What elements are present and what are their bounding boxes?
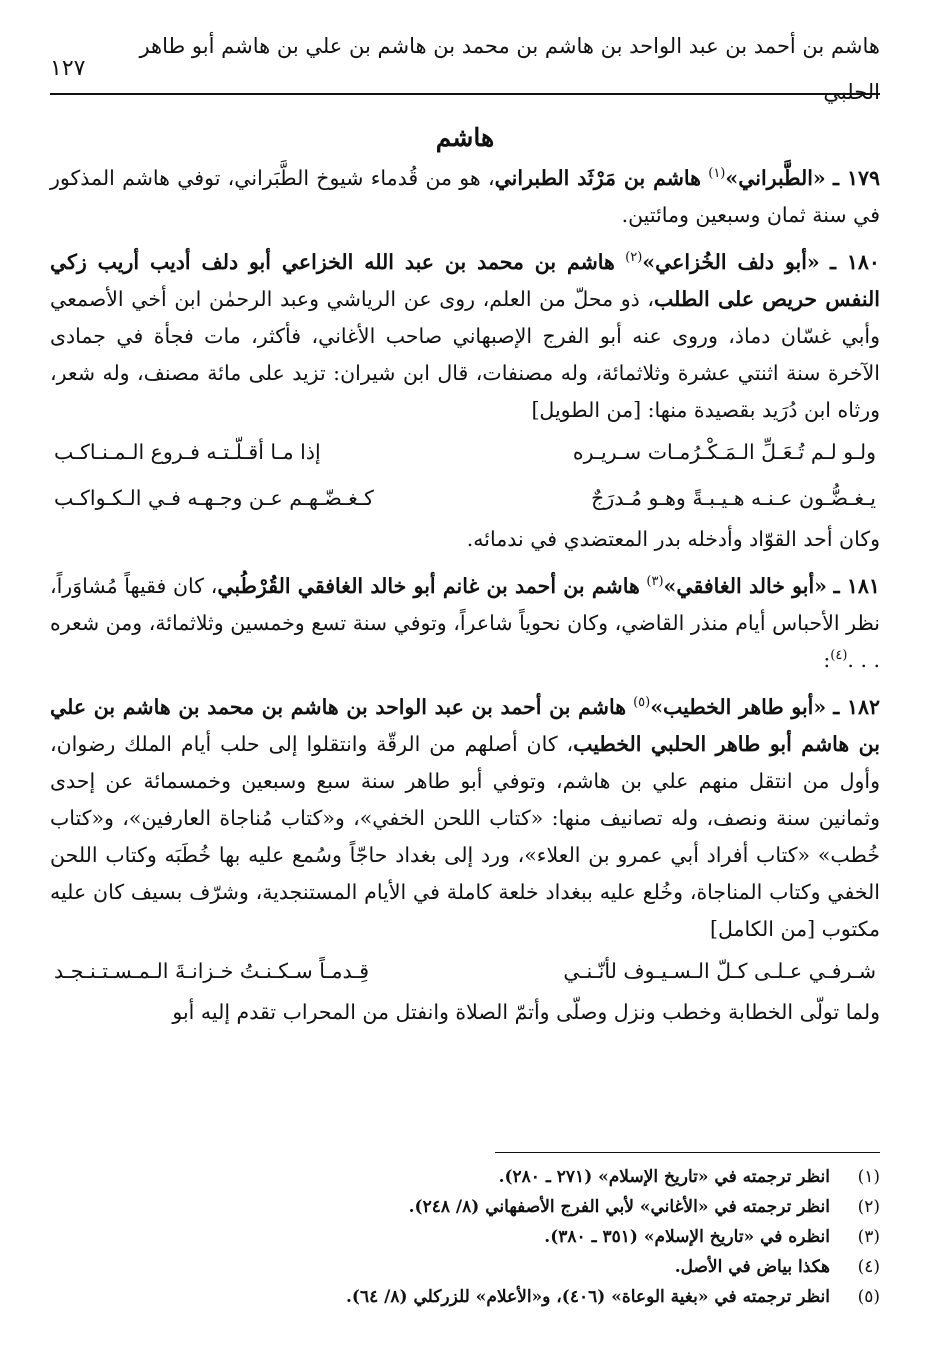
footnote-ref: (٢) — [625, 250, 643, 266]
entry-paragraph — [50, 244, 880, 429]
verse-line — [50, 429, 880, 475]
header-rule — [50, 93, 880, 95]
entry-paragraph — [50, 160, 880, 234]
entry-number: ١٨٢ ـ — [833, 695, 880, 719]
entry-fullname: هاشم بن أحمد بن عبد الواحد بن هاشم بن محمد بن هاشم بن علي بن هاشم أبو طاهر الحلبي الخطيب — [50, 695, 880, 756]
entry-text: ، كان فقيهاً مُشاوَراً، نظر الأحباس أيام منذر القاضي، وكان نحوياً شاعراً، وتوفي سنة تسع وخمسين وثلاثمائة، ومن شعره . . . — [50, 574, 880, 672]
entry-text: ، هو من قُدماء شيوخ الطَّبَراني، توفي هاشم المذكور في سنة ثمان وسبعين ومائتين. — [50, 166, 880, 227]
footnote-text: انظر ترجمته في «تاريخ الإسلام» (٢٧١ ـ ٢٨٠). — [498, 1167, 830, 1187]
footnote — [50, 1192, 880, 1222]
footnote-text: انظر ترجمته في «الأغاني» لأبي الفرج الأصفهاني (٨/ ٢٤٨). — [408, 1197, 830, 1217]
footnotes — [50, 1162, 880, 1312]
page-header — [50, 34, 880, 104]
footnote — [50, 1282, 880, 1312]
footnote-number: (٢) — [857, 1197, 880, 1217]
entry-fullname: هاشم بن محمد بن عبد الله الخزاعي أبو دلف أديب أريب زكي النفس حريص على الطلب — [50, 250, 880, 311]
footnote-ref: (١) — [708, 166, 726, 182]
entry-text: ، كان أصلهم من الرقّة وانتقلوا إلى حلب أيام الملك رضوان، وأول من انتقل منهم علي بن هاشم، وتوفي أبو طاهر سنة سبع وسبعين وخمسمائة عن إحدى وثمانين سنة ونصف، وله تصانيف منها: «كتاب اللحن الخفي»، و«كتاب مُناجاة العارفين»، و«كتاب خُطب» «كتاب أفراد أبي عمرو بن العلاء»، ورد إلى بغداد حاجّاً وسُمع عليه بها خُطَبَه وكتاب اللحن الخفي وكتاب المناجاة، وخُلع عليه ببغداد خلعة كاملة في الأيام المستنجدية، وشرّف بسيف كان عليه مكتوب [من الكامل] — [50, 732, 880, 941]
entry-fullname: هاشم بن مَرْثَد الطبراني — [494, 166, 701, 190]
entry-nickname: «أبو طاهر الخطيب» — [650, 695, 827, 719]
footnote-number: (٤) — [857, 1257, 880, 1277]
verse-second-hemistich: إذا مـا أقـلّـتـه فـروع الـمـنـاكـب — [54, 440, 321, 464]
entry-fullname: هاشم بن أحمد بن غانم أبو خالد الغافقي القُرْطُبي — [217, 574, 640, 598]
footnote-ref: (٤) — [830, 648, 848, 664]
entry-nickname: «الطَّبراني» — [725, 166, 826, 190]
footnote-number: (٣) — [857, 1227, 880, 1247]
verse-line — [50, 475, 880, 521]
page-number: ١٢٧ — [50, 56, 86, 81]
footnote-rule — [495, 1152, 880, 1153]
verse-second-hemistich: قِـدمـاً سـكـنـتُ خـزانـةَ الـمـسـتـنـجـد — [54, 959, 370, 983]
entry-nickname: «أبو دلف الخُزاعي» — [642, 250, 820, 274]
entry-number: ١٨٠ ـ — [830, 250, 880, 274]
section-title: هاشم — [435, 123, 495, 152]
entry-tail: : — [823, 648, 831, 672]
footnote — [50, 1252, 880, 1282]
running-title: هاشم بن أحمد بن عبد الواحد بن هاشم بن محمد بن هاشم بن علي بن هاشم أبو طاهر الحلبي — [139, 34, 880, 104]
verse-second-hemistich: كـغـضّـهـم عـن وجـهـه فـي الـكـواكـب — [54, 486, 374, 510]
footnote-number: (٥) — [857, 1287, 880, 1307]
footnote-ref: (٥) — [633, 695, 651, 711]
footnote — [50, 1162, 880, 1192]
main-text — [50, 116, 880, 1031]
entry-179 — [50, 160, 880, 234]
entry-181 — [50, 568, 880, 679]
footnote-ref: (٣) — [646, 574, 664, 590]
entry-nickname: «أبو خالد الغافقي» — [663, 574, 827, 598]
verse-line — [50, 948, 880, 994]
footnote — [50, 1222, 880, 1252]
footnote-text: انظر ترجمته في «بغية الوعاة» (٤٠٦)، و«الأعلام» للزركلي (٨/ ٦٤). — [346, 1287, 830, 1307]
verse-first-hemistich: ولـو لـم تُـعَـلِّ الـمَـكْـرُمـات سـريـره — [572, 440, 876, 464]
footnote-text: هكذا بياض في الأصل. — [674, 1257, 830, 1277]
entry-paragraph — [50, 568, 880, 679]
entry-continuation: وكان أحد القوّاد وأدخله بدر المعتضدي في ندمائه. — [466, 527, 880, 551]
footnote-number: (١) — [857, 1167, 880, 1187]
entry-182 — [50, 689, 880, 1031]
entry-number: ١٨١ ـ — [833, 574, 880, 598]
entry-paragraph — [50, 689, 880, 948]
entry-180 — [50, 244, 880, 558]
verse-first-hemistich: شـرفـي عـلـى كـلّ الـسـيـوف لأنّـنـي — [563, 959, 876, 983]
footnote-text: انظره في «تاريخ الإسلام» (٣٥١ ـ ٣٨٠). — [544, 1227, 830, 1247]
entry-continuation: ولما تولّى الخطابة وخطب ونزل وصلّى وأتمّ الصلاة وانفتل من المحراب تقدم إليه أبو — [172, 1000, 880, 1024]
entry-number: ١٧٩ ـ — [833, 166, 880, 190]
verse-first-hemistich: يـغـضُّـون عـنـه هـيـبـةً وهـو مُـدرَجٌ — [591, 486, 876, 510]
entry-text: ، ذو محلّ من العلم، روى عن الرياشي وعبد الرحمٰن ابن أخي الأصمعي وأبي غسّان دماذ، وروى عنه أبو الفرج الإصبهاني صاحب الأغاني، فأكثر، مات فجأة في جمادى الآخرة سنة اثنتي عشرة وثلاثمائة، وله مصنفات، قال ابن شيران: تزيد على مائة مصنف، وله شعر، ورثاه ابن دُرَيد بقصيدة منها: [من الطويل] — [50, 287, 880, 422]
